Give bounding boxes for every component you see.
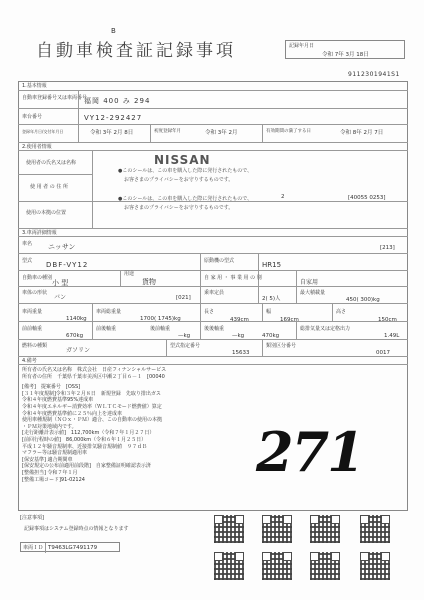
displacement-value: 1.49L — [384, 333, 400, 339]
front-rear-axle-value: —kg — [178, 333, 191, 339]
length-label: 長さ — [204, 309, 215, 315]
maker-code: [213] — [380, 245, 395, 251]
privacy-note-2a: ●このシールは、この車を購入した際に発行されたもので、 — [118, 196, 253, 202]
business-value: 自家用 — [300, 279, 319, 286]
model-label: 型式 — [22, 258, 33, 264]
user-address-label: 使 用 者 の 住 所 — [30, 184, 68, 190]
length-value: 439cm — [230, 317, 249, 323]
remarks-block — [22, 367, 166, 483]
qr-code-2 — [262, 515, 292, 543]
front-axle-value: 670kg — [66, 333, 84, 339]
qr-code-3 — [310, 515, 340, 543]
class-number-label: 類別区分番号 — [266, 343, 297, 349]
gross-value: 1700( 1745)kg — [140, 316, 181, 322]
maker-label: 車名 — [22, 241, 33, 247]
reg-label: 自動車登録番号又は車両番号 — [22, 95, 88, 101]
nissan-logo: NISSAN — [154, 153, 211, 167]
vin-value: VY12-292427 — [84, 114, 143, 122]
rear-axle-value: 470kg — [262, 333, 280, 339]
remarks-line: [保安規定の公布前適用前段階] 自家整備証明確認表示済 — [22, 463, 151, 470]
first-year-label: 初度登録年月 — [154, 129, 181, 134]
use-value: 貨物 — [142, 278, 156, 286]
code-index: 2 — [281, 194, 285, 200]
remarks-line: [備考] 提案番号 [OSS] — [22, 384, 81, 391]
height-value: 150cm — [378, 317, 397, 323]
remarks-line: [３１年度規制]令和３年２月８日 新規登録 先取り排出ガス — [22, 390, 161, 397]
remarks-line: 令和４年度エネルギー消費効率（ＷＬＴＣモード燃費値）算定 — [22, 403, 162, 410]
weight-value: 1140kg — [66, 316, 87, 322]
vin-label: 車台番号 — [22, 114, 43, 120]
qr-code-7 — [310, 552, 340, 580]
model-value: DBF-VY12 — [46, 261, 89, 269]
privacy-note-1b: お客さまのプライバシーをお守りするものです。 — [124, 177, 234, 183]
first-reg-value: 令和 3年 2月 8日 — [90, 130, 134, 136]
issue-date-box — [285, 40, 405, 59]
vehicle-id-value: T9463LG7491179 — [48, 545, 98, 551]
qr-code-1 — [214, 515, 244, 543]
remarks-line: [前回行程時の値] 86,000km（令和６年１月２５日） — [22, 436, 147, 443]
width-value: 169cm — [280, 317, 299, 323]
fuel-label: 燃料の種類 — [22, 343, 48, 349]
reg-value: 福岡 400 み 294 — [84, 97, 151, 105]
qr-code-6 — [262, 552, 292, 580]
kind-value: 小 型 — [52, 279, 69, 287]
issue-date-label: 記録年月日 — [289, 43, 315, 49]
remarks-line: 令和４年度燃費基準値に２５％向上を達成車 — [22, 410, 123, 417]
displacement-label: 総排気量又は定格出力 — [300, 326, 351, 332]
base-location-label: 使用の本拠の位置 — [26, 210, 67, 216]
privacy-note-2b: お客さまのプライバシーをお守りするものです。 — [124, 205, 234, 211]
first-year-value: 令和 3年 2月 — [205, 130, 238, 136]
weight-label: 車両重量 — [22, 309, 43, 315]
privacy-note-1a: ●このシールは、この車を購入した際に発行されたもので、 — [118, 168, 253, 174]
section-basic-label: 1.基本情報 — [22, 83, 47, 89]
qr-code-5 — [214, 552, 244, 580]
front-axle-label: 前前軸重 — [22, 326, 43, 332]
expiry-label: 有効期間の満了する日 — [266, 129, 311, 134]
grade-mark: B — [111, 27, 116, 35]
page-title: 自動車検査証記録事項 — [36, 41, 236, 61]
footer-note: 記録事項はシステム登録時点の情報となります — [24, 526, 129, 532]
fuel-value: ガソリン — [66, 347, 91, 354]
rear-front-axle-label: 後前軸重 — [150, 326, 171, 332]
remarks-line: 平成１２年騒音規制車、近接排気騒音規制値 ９７ｄＢ — [22, 443, 148, 450]
handwritten-number: 271 — [256, 420, 363, 484]
remarks-line: [整備工場コード]91-02124 — [22, 476, 85, 483]
class-number-value: 0017 — [376, 350, 390, 356]
engine-value: HR15 — [262, 261, 282, 269]
vehicle-id-label: 車両ＩＤ — [23, 545, 44, 551]
section-remarks-label: 4.備考 — [22, 358, 37, 364]
section-user-label: 2.使用者情報 — [22, 144, 52, 150]
capacity-value: 2( 5)人 — [262, 296, 281, 302]
shape-code: [021] — [176, 295, 191, 301]
front-rear-axle-label: 前後軸重 — [96, 326, 117, 332]
issue-date-value: 令和 7年 3月 18日 — [322, 52, 369, 58]
rear-front-axle-value: —kg — [232, 333, 245, 339]
shape-label: 車体の形状 — [22, 290, 48, 296]
remarks-line: [整備担当] 令和７年１月 — [22, 469, 78, 476]
document-number: 9112301941S1 — [348, 71, 400, 78]
height-label: 高さ — [336, 309, 347, 315]
type-number-value: 15633 — [232, 350, 250, 356]
rear-axle-label: 後後軸重 — [204, 326, 225, 332]
use-label: 用途 — [124, 271, 135, 277]
gross-label: 車両総重量 — [96, 309, 122, 315]
footer-section-label: [注意事項] — [20, 515, 44, 521]
expiry-value: 令和 8年 2月 7日 — [340, 130, 384, 136]
code-value: [40055 0253] — [348, 195, 386, 201]
first-reg-label: 登録年月日/交付年月日 — [22, 129, 64, 134]
remarks-line: [走行距離計表示値] 112,700km（令和７年１月２７日） — [22, 430, 155, 437]
business-label: 自 家 用 ・ 事 業 用 の 別 — [204, 275, 262, 281]
max-load-value: 450( 300)kg — [346, 297, 380, 303]
qr-code-4 — [360, 515, 390, 543]
capacity-label: 乗車定員 — [204, 290, 225, 296]
remarks-line: ・ＰＭ対策地域内です。 — [22, 423, 77, 430]
user-name-label: 使用者の氏名又は名称 — [26, 160, 77, 166]
qr-code-8 — [360, 552, 390, 580]
vehicle-id-box — [20, 542, 120, 552]
shape-value: バン — [54, 294, 67, 301]
remarks-line: 所有者の住所 千葉県千葉市美浜区中瀬２丁目６－１ [00040 — [22, 373, 165, 380]
max-load-label: 最大積載量 — [300, 290, 326, 296]
remarks-line: [保安基準] 適合期間車 — [22, 456, 73, 463]
kind-label: 自動車の種別 — [22, 275, 53, 281]
section-vehicle-label: 3.車両詳細情報 — [22, 230, 57, 236]
remarks-line: マフラー等は騒音規制適用車 — [22, 450, 88, 457]
type-number-label: 型式指定番号 — [170, 343, 201, 349]
maker-value: ニッサン — [48, 243, 76, 251]
width-label: 幅 — [266, 309, 272, 315]
remarks-line: 使用車種規制（ＮＯｘ・ＰＭ）適合、この自動車の使用の本拠 — [22, 417, 163, 424]
remarks-line: 所有者の氏名又は名称 株式会社 日産フィナンシャルサービス — [22, 367, 167, 373]
remarks-line: 令和４年度燃費基準95%達成車 — [22, 397, 94, 404]
engine-label: 原動機の型式 — [204, 258, 235, 264]
